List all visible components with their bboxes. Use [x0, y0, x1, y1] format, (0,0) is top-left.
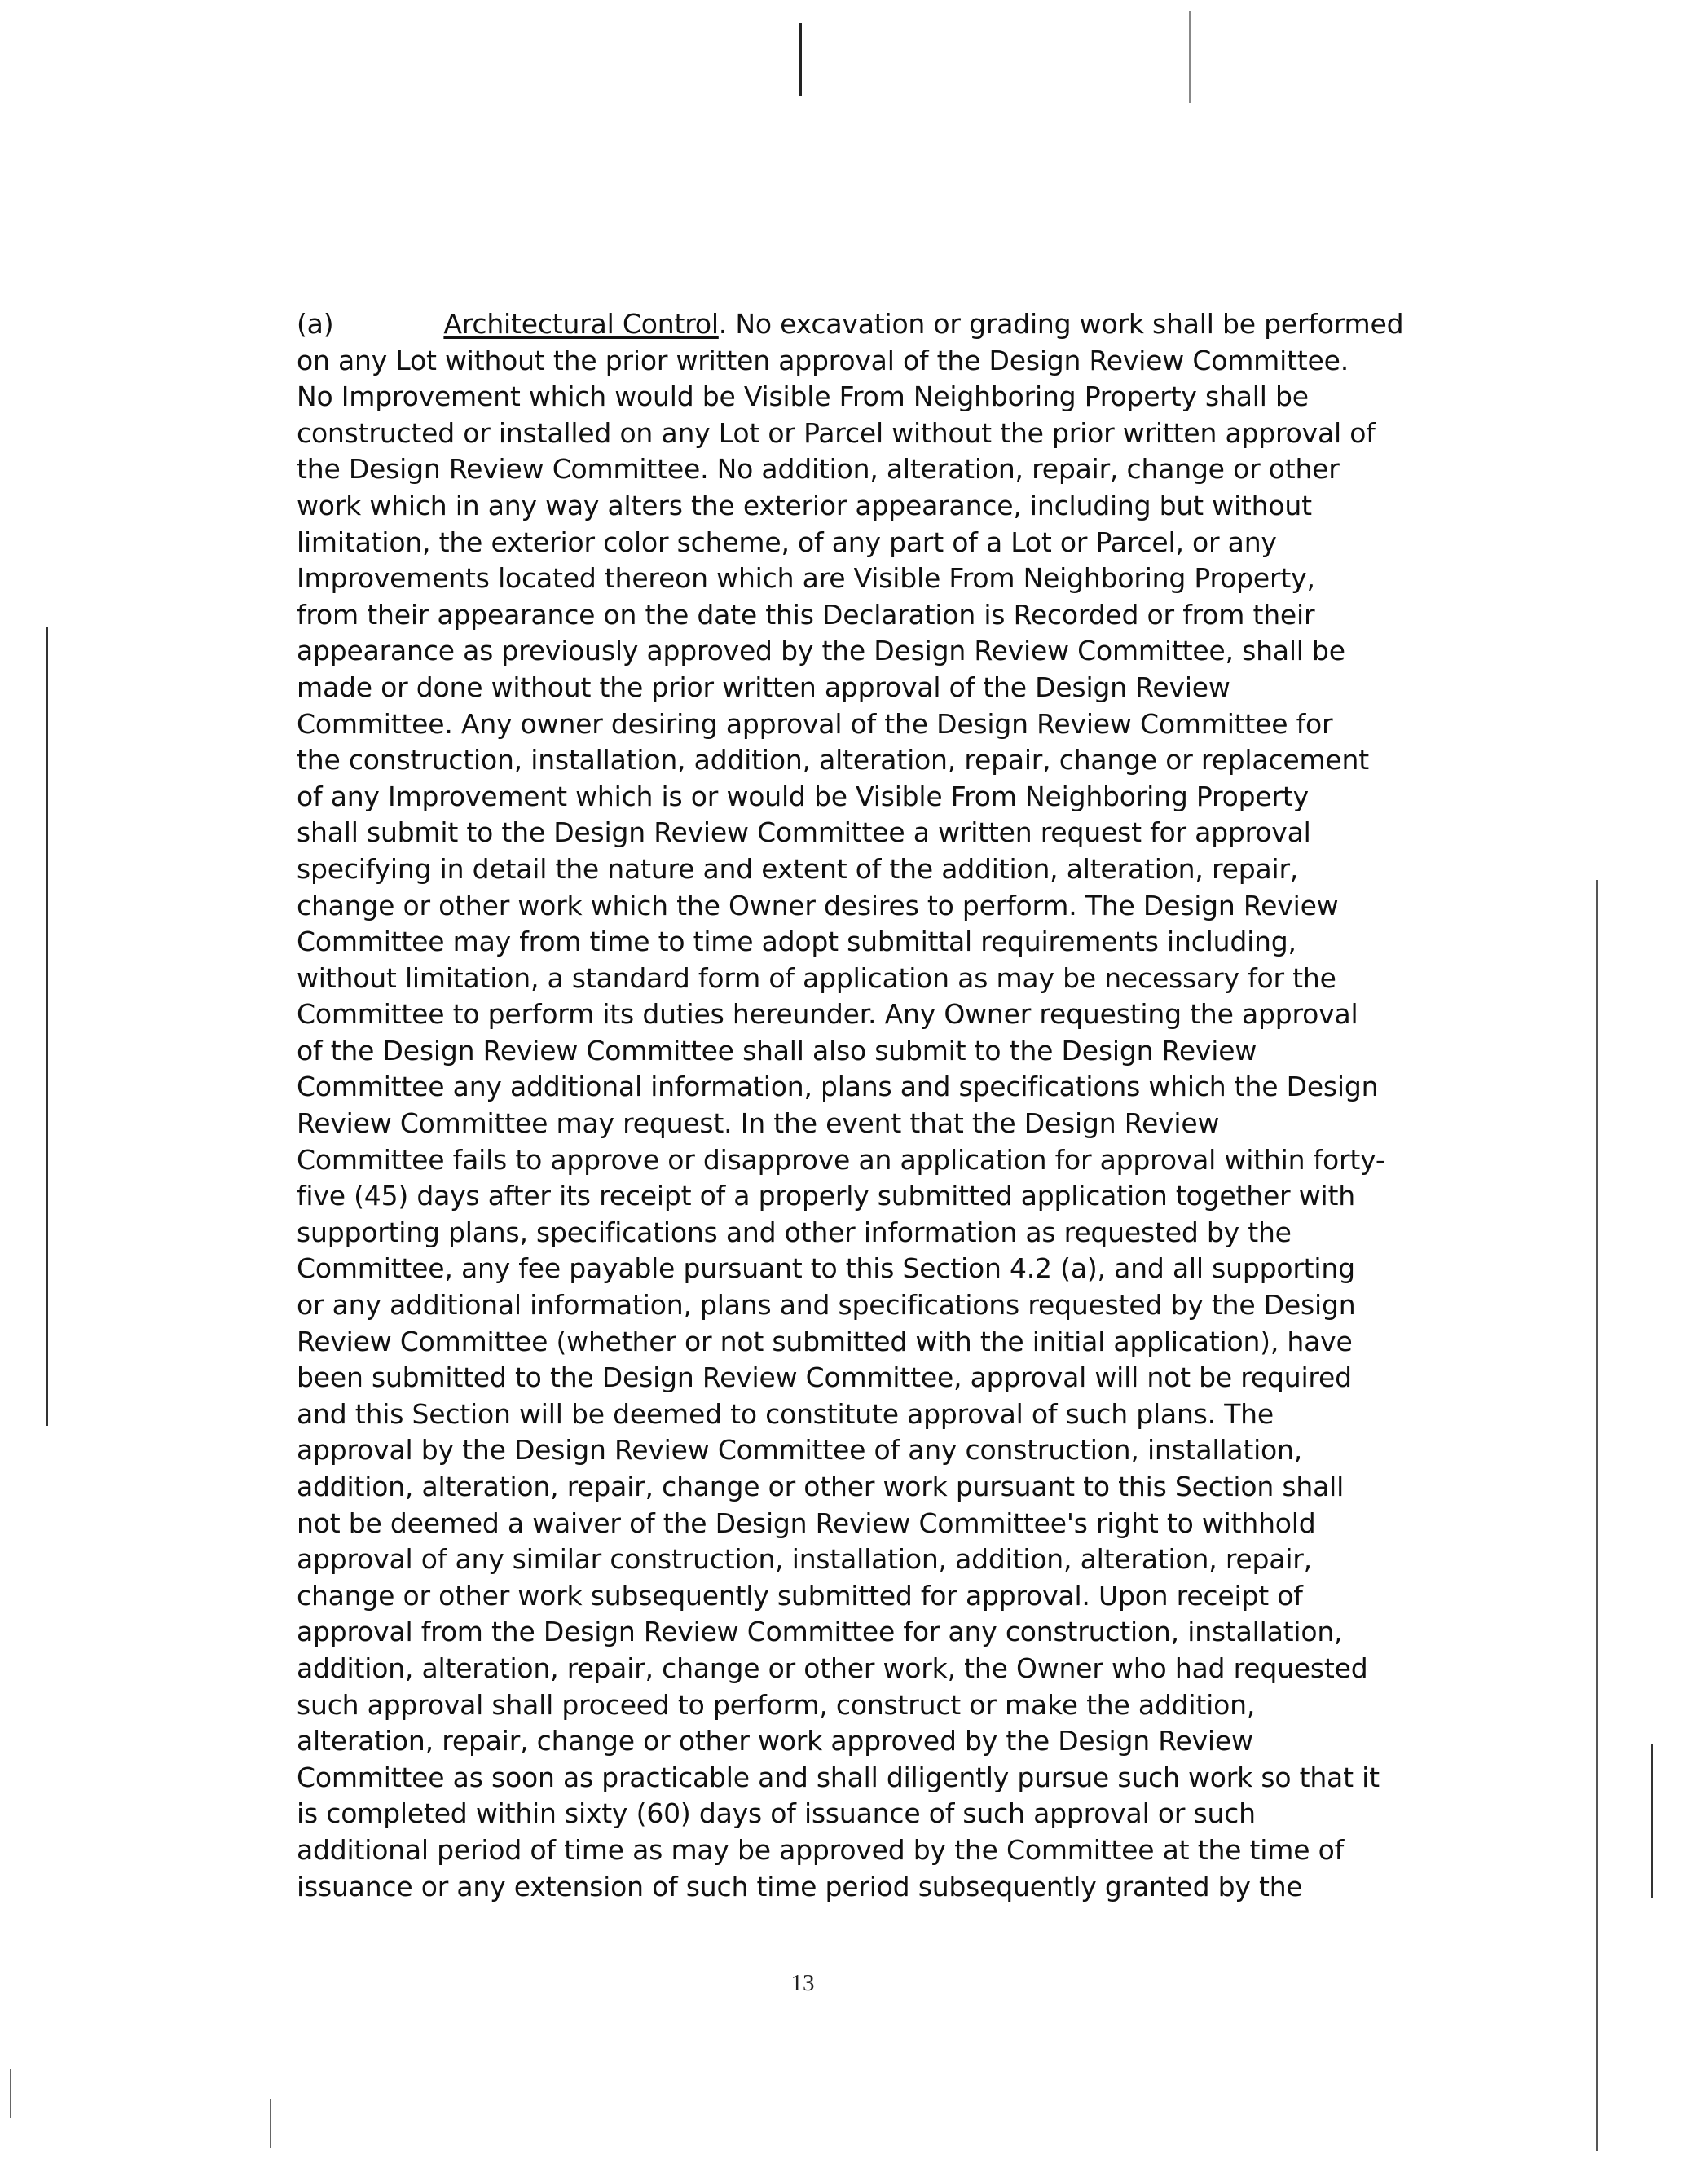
paragraph-line: and this Section will be deemed to constitute approval of such plans. The: [297, 1397, 1274, 1430]
paragraph-line: limitation, the exterior color scheme, of any part of a Lot or Parcel, or any: [297, 526, 1277, 558]
paragraph-line: change or other work which the Owner desires to perform. The Design Review: [297, 889, 1339, 921]
paragraph-first-line: [297, 306, 1402, 343]
paragraph-line: from their appearance on the date this Declaration is Recorded or from their: [297, 598, 1315, 631]
paragraph-line: without limitation, a standard form of application as may be necessary for the: [297, 961, 1336, 994]
page-number: 13: [790, 1970, 815, 1996]
paragraph-line: addition, alteration, repair, change or other work, the Owner who had requested: [297, 1652, 1368, 1684]
paragraph-line: Review Committee may request. In the event that the Design Review: [297, 1107, 1220, 1140]
paragraph-line: change or other work subsequently submitted for approval. Upon receipt of: [297, 1579, 1303, 1612]
paragraph-line: alteration, repair, change or other work approved by the Design Review: [297, 1725, 1253, 1757]
paragraph-line: Committee, any fee payable pursuant to this Section 4.2 (a), and all supporting: [297, 1252, 1355, 1285]
paragraph-line: shall submit to the Design Review Committee a written request for approval: [297, 816, 1311, 849]
paragraph-line: supporting plans, specifications and other information as requested by the: [297, 1216, 1292, 1248]
scan-mark-left-margin: [46, 627, 48, 1426]
paragraph-line: approval by the Design Review Committee of any construction, installation,: [297, 1434, 1303, 1467]
paragraph-line: addition, alteration, repair, change or other work pursuant to this Section shall: [297, 1471, 1345, 1502]
paragraph-line: appearance as previously approved by the Design Review Committee, shall be: [297, 635, 1345, 667]
paragraph-line: Committee. Any owner desiring approval of the Design Review Committee for: [297, 707, 1333, 740]
paragraph-line: Committee to perform its duties hereunder. Any Owner requesting the approval: [297, 998, 1358, 1031]
paragraph-line: made or done without the prior written approval of the Design Review: [297, 671, 1230, 703]
paragraph-line: of any Improvement which is or would be Visible From Neighboring Property: [297, 780, 1309, 812]
paragraph-line: Committee may from time to time adopt submittal requirements including,: [297, 926, 1296, 958]
paragraph-line: such approval shall proceed to perform, construct or make the addition,: [297, 1688, 1256, 1721]
paragraph-line: or any additional information, plans and specifications requested by the Design: [297, 1289, 1356, 1322]
paragraph-first-line-text: . No excavation or grading work shall be performed: [718, 308, 1404, 340]
paragraph-line: work which in any way alters the exterior appearance, including but without: [297, 489, 1312, 521]
paragraph-line: of the Design Review Committee shall also submit to the Design Review: [297, 1034, 1257, 1067]
scan-mark-top-left: [799, 23, 802, 96]
paragraph-label: (a): [297, 308, 334, 340]
paragraph-line: is completed within sixty (60) days of issuance of such approval or such: [297, 1797, 1256, 1830]
scan-mark-top-right: [1189, 11, 1191, 103]
paragraph-line: approval from the Design Review Committee for any construction, installation,: [297, 1616, 1343, 1648]
paragraph-line: the Design Review Committee. No addition, alteration, repair, change or other: [297, 453, 1340, 486]
paragraph-line: Committee as soon as practicable and shall diligently pursue such work so that it: [297, 1761, 1380, 1793]
paragraph-line: not be deemed a waiver of the Design Review Committee's right to withhold: [297, 1506, 1316, 1539]
paragraph-line: issuance or any extension of such time period subsequently granted by the: [297, 1870, 1303, 1902]
paragraph-line: the construction, installation, addition, alteration, repair, change or replacement: [297, 744, 1369, 776]
paragraph-line: additional period of time as may be approved by the Committee at the time of: [297, 1833, 1345, 1866]
paragraph-line: been submitted to the Design Review Committee, approval will not be required: [297, 1361, 1352, 1394]
paragraph-line: Review Committee (whether or not submitted with the initial application), have: [297, 1325, 1353, 1357]
paragraph-line: Committee any additional information, plans and specifications which the Design: [297, 1071, 1379, 1103]
paragraph-line: Improvements located thereon which are Visible From Neighboring Property,: [297, 562, 1315, 595]
paragraph-line: No Improvement which would be Visible From Neighboring Property shall be: [297, 380, 1309, 413]
section-paragraph: [297, 306, 1402, 1905]
paragraph-line: constructed or installed on any Lot or Parcel without the prior written approval of: [297, 416, 1376, 449]
paragraph-line: on any Lot without the prior written approval of the Design Review Committee.: [297, 344, 1349, 376]
scan-mark-bottom-far-left: [10, 2069, 11, 2118]
paragraph-heading: Architectural Control: [443, 308, 719, 340]
paragraph-line: specifying in detail the nature and extent of the addition, alteration, repair,: [297, 852, 1299, 885]
scan-mark-right-margin-2: [1651, 1744, 1653, 1898]
scan-mark-bottom-left: [270, 2099, 271, 2148]
paragraph-line: five (45) days after its receipt of a properly submitted application together with: [297, 1180, 1355, 1212]
paragraph-line: Committee fails to approve or disapprove an application for approval within forty-: [297, 1143, 1385, 1176]
paragraph-line: approval of any similar construction, installation, addition, alteration, repair,: [297, 1543, 1312, 1576]
scan-mark-right-margin: [1596, 880, 1598, 2151]
